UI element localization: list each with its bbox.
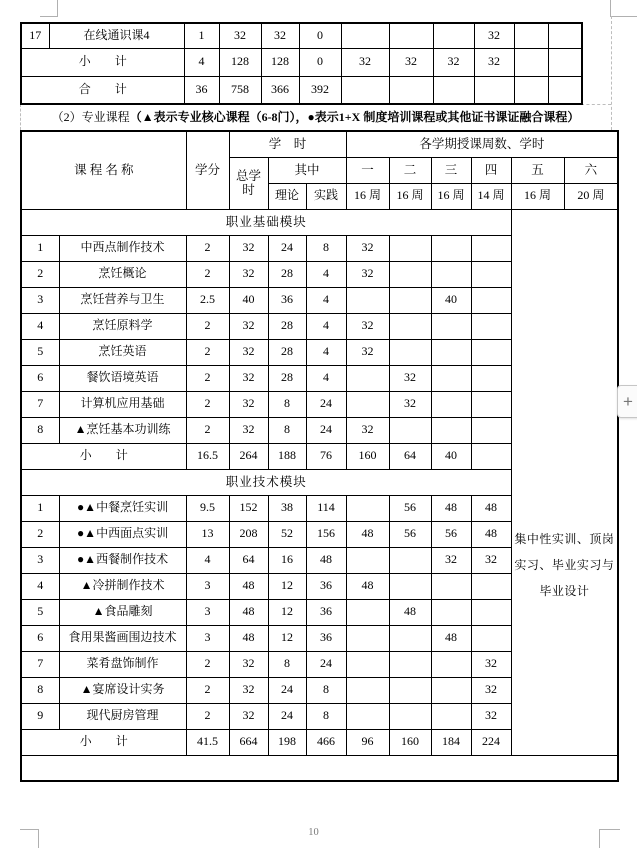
credit-cell: 3 (186, 625, 229, 651)
total-hours-cell: 152 (229, 495, 268, 521)
module-title-row (21, 209, 618, 235)
semester-3-cell (431, 313, 471, 339)
credit-cell: 2 (186, 417, 229, 443)
page-number: 10 (308, 827, 319, 838)
semester-3-cell (431, 651, 471, 677)
course-name-cell: 烹饪原料学 (59, 313, 186, 339)
value-cell (389, 76, 433, 104)
semester-6-header: 六 (564, 157, 618, 183)
side-note-cell (511, 209, 618, 755)
practice-hours-cell: 36 (306, 599, 346, 625)
semester-1-cell (346, 495, 389, 521)
total-hours-cell: 48 (229, 573, 268, 599)
total-hours-cell: 32 (229, 261, 268, 287)
semester-3-cell (431, 677, 471, 703)
semester-2-cell: 48 (389, 599, 431, 625)
theory-hours-cell: 24 (268, 677, 306, 703)
hours-group-header: 学 时 (229, 131, 346, 157)
subtotal-label-cell: 小 计 (21, 443, 186, 469)
module-title-cell: 职业技术模块 (21, 469, 511, 495)
value-cell: 758 (219, 76, 261, 104)
value-cell: 36 (184, 76, 219, 104)
course-name-cell: ▲烹饪基本功训练 (59, 417, 186, 443)
course-name-cell: ●▲中西面点实训 (59, 521, 186, 547)
semester-2-cell: 64 (389, 443, 431, 469)
row-number-cell: 3 (21, 287, 59, 313)
theory-hours-cell: 28 (268, 365, 306, 391)
theory-hours-cell: 24 (268, 703, 306, 729)
total-hours-cell: 40 (229, 287, 268, 313)
credit-cell: 2 (186, 261, 229, 287)
row-number-cell: 1 (21, 235, 59, 261)
credit-cell: 3 (186, 573, 229, 599)
theory-hours-cell: 24 (268, 235, 306, 261)
semesters-group-header: 各学期授课周数、学时 (346, 131, 618, 157)
practice-hours-cell: 24 (306, 391, 346, 417)
credit-cell: 2 (186, 391, 229, 417)
weeks-2-header: 16 周 (389, 183, 431, 209)
value-cell (548, 23, 582, 48)
table-row (21, 76, 582, 104)
total-hours-cell: 32 (229, 365, 268, 391)
value-cell: 32 (474, 23, 514, 48)
semester-2-cell (389, 235, 431, 261)
total-hours-line2: 时 (242, 183, 255, 197)
value-cell (548, 48, 582, 76)
value-cell (514, 76, 548, 104)
total-hours-cell: 32 (229, 391, 268, 417)
semester-2-cell (389, 261, 431, 287)
semester-4-cell: 48 (471, 521, 511, 547)
semester-2-cell (389, 417, 431, 443)
course-name-cell: 餐饮语境英语 (59, 365, 186, 391)
total-hours-header (229, 157, 268, 209)
semester-4-cell: 48 (471, 495, 511, 521)
semester-3-cell: 56 (431, 521, 471, 547)
credit-cell: 2.5 (186, 287, 229, 313)
semester-3-cell (431, 261, 471, 287)
table-row (21, 48, 582, 76)
value-cell (514, 23, 548, 48)
value-cell: 128 (261, 48, 299, 76)
semester-2-cell (389, 339, 431, 365)
value-cell: 0 (299, 23, 341, 48)
semester-2-cell (389, 573, 431, 599)
course-name-cell: 菜肴盘饰制作 (59, 651, 186, 677)
semester-3-cell: 32 (431, 547, 471, 573)
practice-hours-cell: 24 (306, 417, 346, 443)
theory-hours-cell: 52 (268, 521, 306, 547)
theory-hours-cell: 36 (268, 287, 306, 313)
theory-hours-cell: 12 (268, 573, 306, 599)
total-hours-cell: 48 (229, 599, 268, 625)
semester-1-cell: 32 (346, 235, 389, 261)
row-number-cell: 7 (21, 651, 59, 677)
practice-hours-cell: 4 (306, 287, 346, 313)
semester-3-header: 三 (431, 157, 471, 183)
semester-2-header: 二 (389, 157, 431, 183)
theory-hours-cell: 188 (268, 443, 306, 469)
semester-4-cell (471, 573, 511, 599)
total-hours-cell: 32 (229, 417, 268, 443)
weeks-4-header: 14 周 (471, 183, 511, 209)
crop-mark-top-left (40, 0, 58, 17)
semester-4-cell (471, 235, 511, 261)
practice-hours-cell: 8 (306, 703, 346, 729)
semester-3-cell: 40 (431, 443, 471, 469)
semester-1-header: 一 (346, 157, 389, 183)
practice-hours-cell: 4 (306, 365, 346, 391)
semester-3-cell (431, 339, 471, 365)
semester-2-cell: 32 (389, 391, 431, 417)
value-cell (548, 76, 582, 104)
course-name-cell: ●▲西餐制作技术 (59, 547, 186, 573)
credit-cell: 2 (186, 313, 229, 339)
value-cell: 32 (389, 48, 433, 76)
of-which-header: 其中 (268, 157, 346, 183)
semester-1-cell (346, 703, 389, 729)
semester-2-cell: 160 (389, 729, 431, 755)
practice-hours-cell: 76 (306, 443, 346, 469)
theory-hours-cell: 16 (268, 547, 306, 573)
semester-4-cell: 32 (471, 547, 511, 573)
summary-label-cell: 小 计 (21, 48, 184, 76)
semester-1-cell: 48 (346, 521, 389, 547)
semester-4-cell (471, 599, 511, 625)
row-number-cell: 4 (21, 313, 59, 339)
total-hours-cell: 32 (229, 235, 268, 261)
semester-2-cell (389, 625, 431, 651)
semester-3-cell (431, 235, 471, 261)
row-number-cell: 2 (21, 261, 59, 287)
value-cell: 32 (261, 23, 299, 48)
semester-2-cell: 56 (389, 495, 431, 521)
semester-3-cell (431, 391, 471, 417)
theory-hours-cell: 8 (268, 391, 306, 417)
practice-hours-cell: 48 (306, 547, 346, 573)
row-number-cell: 4 (21, 573, 59, 599)
course-name-cell: 烹饪英语 (59, 339, 186, 365)
credit-cell: 2 (186, 339, 229, 365)
row-number-cell: 3 (21, 547, 59, 573)
table-row (21, 23, 582, 48)
course-name-header: 课 程 名 称 (21, 131, 186, 209)
total-hours-cell: 664 (229, 729, 268, 755)
course-name-cell: 中西点制作技术 (59, 235, 186, 261)
total-hours-cell: 32 (229, 339, 268, 365)
row-number-cell: 7 (21, 391, 59, 417)
semester-1-cell (346, 391, 389, 417)
theory-hours-cell: 28 (268, 261, 306, 287)
module-title-cell: 职业基础模块 (21, 209, 511, 235)
value-cell: 4 (184, 48, 219, 76)
semester-1-cell: 32 (346, 313, 389, 339)
credit-cell: 16.5 (186, 443, 229, 469)
semester-3-cell (431, 599, 471, 625)
value-cell (389, 23, 433, 48)
semester-3-cell (431, 365, 471, 391)
credit-cell: 2 (186, 365, 229, 391)
credit-cell: 2 (186, 703, 229, 729)
course-name-cell: 现代厨房管理 (59, 703, 186, 729)
semester-4-cell (471, 625, 511, 651)
value-cell (433, 23, 474, 48)
value-cell: 0 (299, 48, 341, 76)
semester-4-cell (471, 417, 511, 443)
semester-3-cell: 184 (431, 729, 471, 755)
professional-courses-table (20, 130, 619, 782)
semester-1-cell: 96 (346, 729, 389, 755)
row-number-cell: 5 (21, 599, 59, 625)
row-number-cell: 8 (21, 417, 59, 443)
total-hours-cell: 264 (229, 443, 268, 469)
practice-hours-cell: 4 (306, 261, 346, 287)
row-number-cell: 2 (21, 521, 59, 547)
course-name-cell: ▲宴席设计实务 (59, 677, 186, 703)
theory-header: 理论 (268, 183, 306, 209)
semester-1-cell: 32 (346, 417, 389, 443)
total-hours-cell: 48 (229, 625, 268, 651)
semester-1-cell (346, 365, 389, 391)
practice-hours-cell: 156 (306, 521, 346, 547)
text-boundary-right (611, 16, 612, 130)
semester-4-cell (471, 365, 511, 391)
semester-4-cell (471, 391, 511, 417)
semester-1-cell (346, 547, 389, 573)
credit-cell: 13 (186, 521, 229, 547)
credits-header: 学分 (186, 131, 229, 209)
credit-cell: 4 (186, 547, 229, 573)
value-cell: 128 (219, 48, 261, 76)
theory-hours-cell: 12 (268, 599, 306, 625)
expand-side-panel-button[interactable]: + (617, 385, 637, 418)
practice-hours-cell: 24 (306, 651, 346, 677)
semester-4-cell (471, 261, 511, 287)
weeks-6-header: 20 周 (564, 183, 618, 209)
row-number-cell: 8 (21, 677, 59, 703)
theory-hours-cell: 12 (268, 625, 306, 651)
total-hours-cell: 208 (229, 521, 268, 547)
value-cell (341, 23, 389, 48)
practice-header: 实践 (306, 183, 346, 209)
caption-legend: （▲表示专业核心课程（6-8门），●表示1+X 制度培训课程或其他证书课证融合课程） (129, 110, 580, 124)
semester-4-cell (471, 313, 511, 339)
semester-1-cell: 48 (346, 573, 389, 599)
section-caption (20, 105, 611, 129)
total-hours-cell: 32 (229, 651, 268, 677)
total-hours-cell: 64 (229, 547, 268, 573)
total-hours-cell: 32 (229, 313, 268, 339)
summary-label-cell: 合 计 (21, 76, 184, 104)
semester-4-cell (471, 443, 511, 469)
practice-hours-cell: 8 (306, 677, 346, 703)
row-number-cell: 6 (21, 625, 59, 651)
credit-cell: 2 (186, 677, 229, 703)
weeks-1-header: 16 周 (346, 183, 389, 209)
value-cell: 366 (261, 76, 299, 104)
theory-hours-cell: 38 (268, 495, 306, 521)
semester-3-cell (431, 703, 471, 729)
credit-cell: 2 (186, 651, 229, 677)
theory-hours-cell: 28 (268, 313, 306, 339)
subtotal-label-cell: 小 计 (21, 729, 186, 755)
course-name-cell: 烹饪营养与卫生 (59, 287, 186, 313)
row-number-cell: 6 (21, 365, 59, 391)
crop-mark-top-right (610, 0, 637, 17)
practice-hours-cell: 36 (306, 625, 346, 651)
semester-1-cell (346, 677, 389, 703)
semester-4-cell (471, 339, 511, 365)
value-cell: 32 (219, 23, 261, 48)
semester-1-cell (346, 599, 389, 625)
semester-1-cell: 32 (346, 261, 389, 287)
weeks-5-header: 16 周 (511, 183, 564, 209)
semester-3-cell: 40 (431, 287, 471, 313)
theory-hours-cell: 28 (268, 339, 306, 365)
semester-4-cell: 32 (471, 651, 511, 677)
course-name-cell: 烹饪概论 (59, 261, 186, 287)
credit-cell: 2 (186, 235, 229, 261)
theory-hours-cell: 8 (268, 417, 306, 443)
practice-hours-cell: 36 (306, 573, 346, 599)
value-cell (433, 76, 474, 104)
semester-3-cell: 48 (431, 625, 471, 651)
semester-2-cell (389, 703, 431, 729)
practice-hours-cell: 466 (306, 729, 346, 755)
value-cell: 1 (184, 23, 219, 48)
semester-3-cell: 48 (431, 495, 471, 521)
semester-2-cell (389, 677, 431, 703)
semester-2-cell (389, 651, 431, 677)
semester-3-cell (431, 417, 471, 443)
semester-4-cell: 224 (471, 729, 511, 755)
course-name-cell: ●▲中餐烹饪实训 (59, 495, 186, 521)
practice-hours-cell: 4 (306, 313, 346, 339)
value-cell: 32 (341, 48, 389, 76)
value-cell: 392 (299, 76, 341, 104)
side-note-text: 集中性实训、顶岗 实习、毕业实习与 毕业设计 (514, 531, 615, 598)
practice-hours-cell: 8 (306, 235, 346, 261)
value-cell (341, 76, 389, 104)
previous-table (20, 22, 583, 105)
weeks-3-header: 16 周 (431, 183, 471, 209)
caption-prefix: （2）专业课程 (51, 110, 130, 124)
semester-2-cell: 56 (389, 521, 431, 547)
value-cell (474, 76, 514, 104)
empty-cell (21, 755, 618, 781)
value-cell: 32 (433, 48, 474, 76)
course-name-cell: ▲食品雕刻 (59, 599, 186, 625)
semester-1-cell: 32 (346, 339, 389, 365)
semester-3-cell (431, 573, 471, 599)
semester-2-cell (389, 547, 431, 573)
row-number-cell: 1 (21, 495, 59, 521)
semester-2-cell (389, 287, 431, 313)
practice-hours-cell: 4 (306, 339, 346, 365)
theory-hours-cell: 198 (268, 729, 306, 755)
row-number-cell: 5 (21, 339, 59, 365)
header-row-1 (21, 131, 618, 157)
row-number-cell: 9 (21, 703, 59, 729)
course-name-cell: 在线通识课4 (49, 23, 184, 48)
semester-4-cell (471, 287, 511, 313)
semester-4-header: 四 (471, 157, 511, 183)
total-hours-cell: 32 (229, 703, 268, 729)
empty-bottom-row (21, 755, 618, 781)
credit-cell: 3 (186, 599, 229, 625)
practice-hours-cell: 114 (306, 495, 346, 521)
semester-1-cell (346, 625, 389, 651)
semester-4-cell: 32 (471, 677, 511, 703)
course-name-cell: 计算机应用基础 (59, 391, 186, 417)
semester-2-cell (389, 313, 431, 339)
theory-hours-cell: 8 (268, 651, 306, 677)
credit-cell: 41.5 (186, 729, 229, 755)
semester-1-cell (346, 287, 389, 313)
course-name-cell: ▲冷拼制作技术 (59, 573, 186, 599)
total-hours-cell: 32 (229, 677, 268, 703)
row-number-cell: 17 (21, 23, 49, 48)
value-cell (514, 48, 548, 76)
semester-2-cell: 32 (389, 365, 431, 391)
semester-1-cell: 160 (346, 443, 389, 469)
semester-5-header: 五 (511, 157, 564, 183)
value-cell: 32 (474, 48, 514, 76)
semester-1-cell (346, 651, 389, 677)
course-name-cell: 食用果酱画围边技术 (59, 625, 186, 651)
total-hours-line1: 总学 (236, 168, 262, 183)
credit-cell: 9.5 (186, 495, 229, 521)
semester-4-cell: 32 (471, 703, 511, 729)
